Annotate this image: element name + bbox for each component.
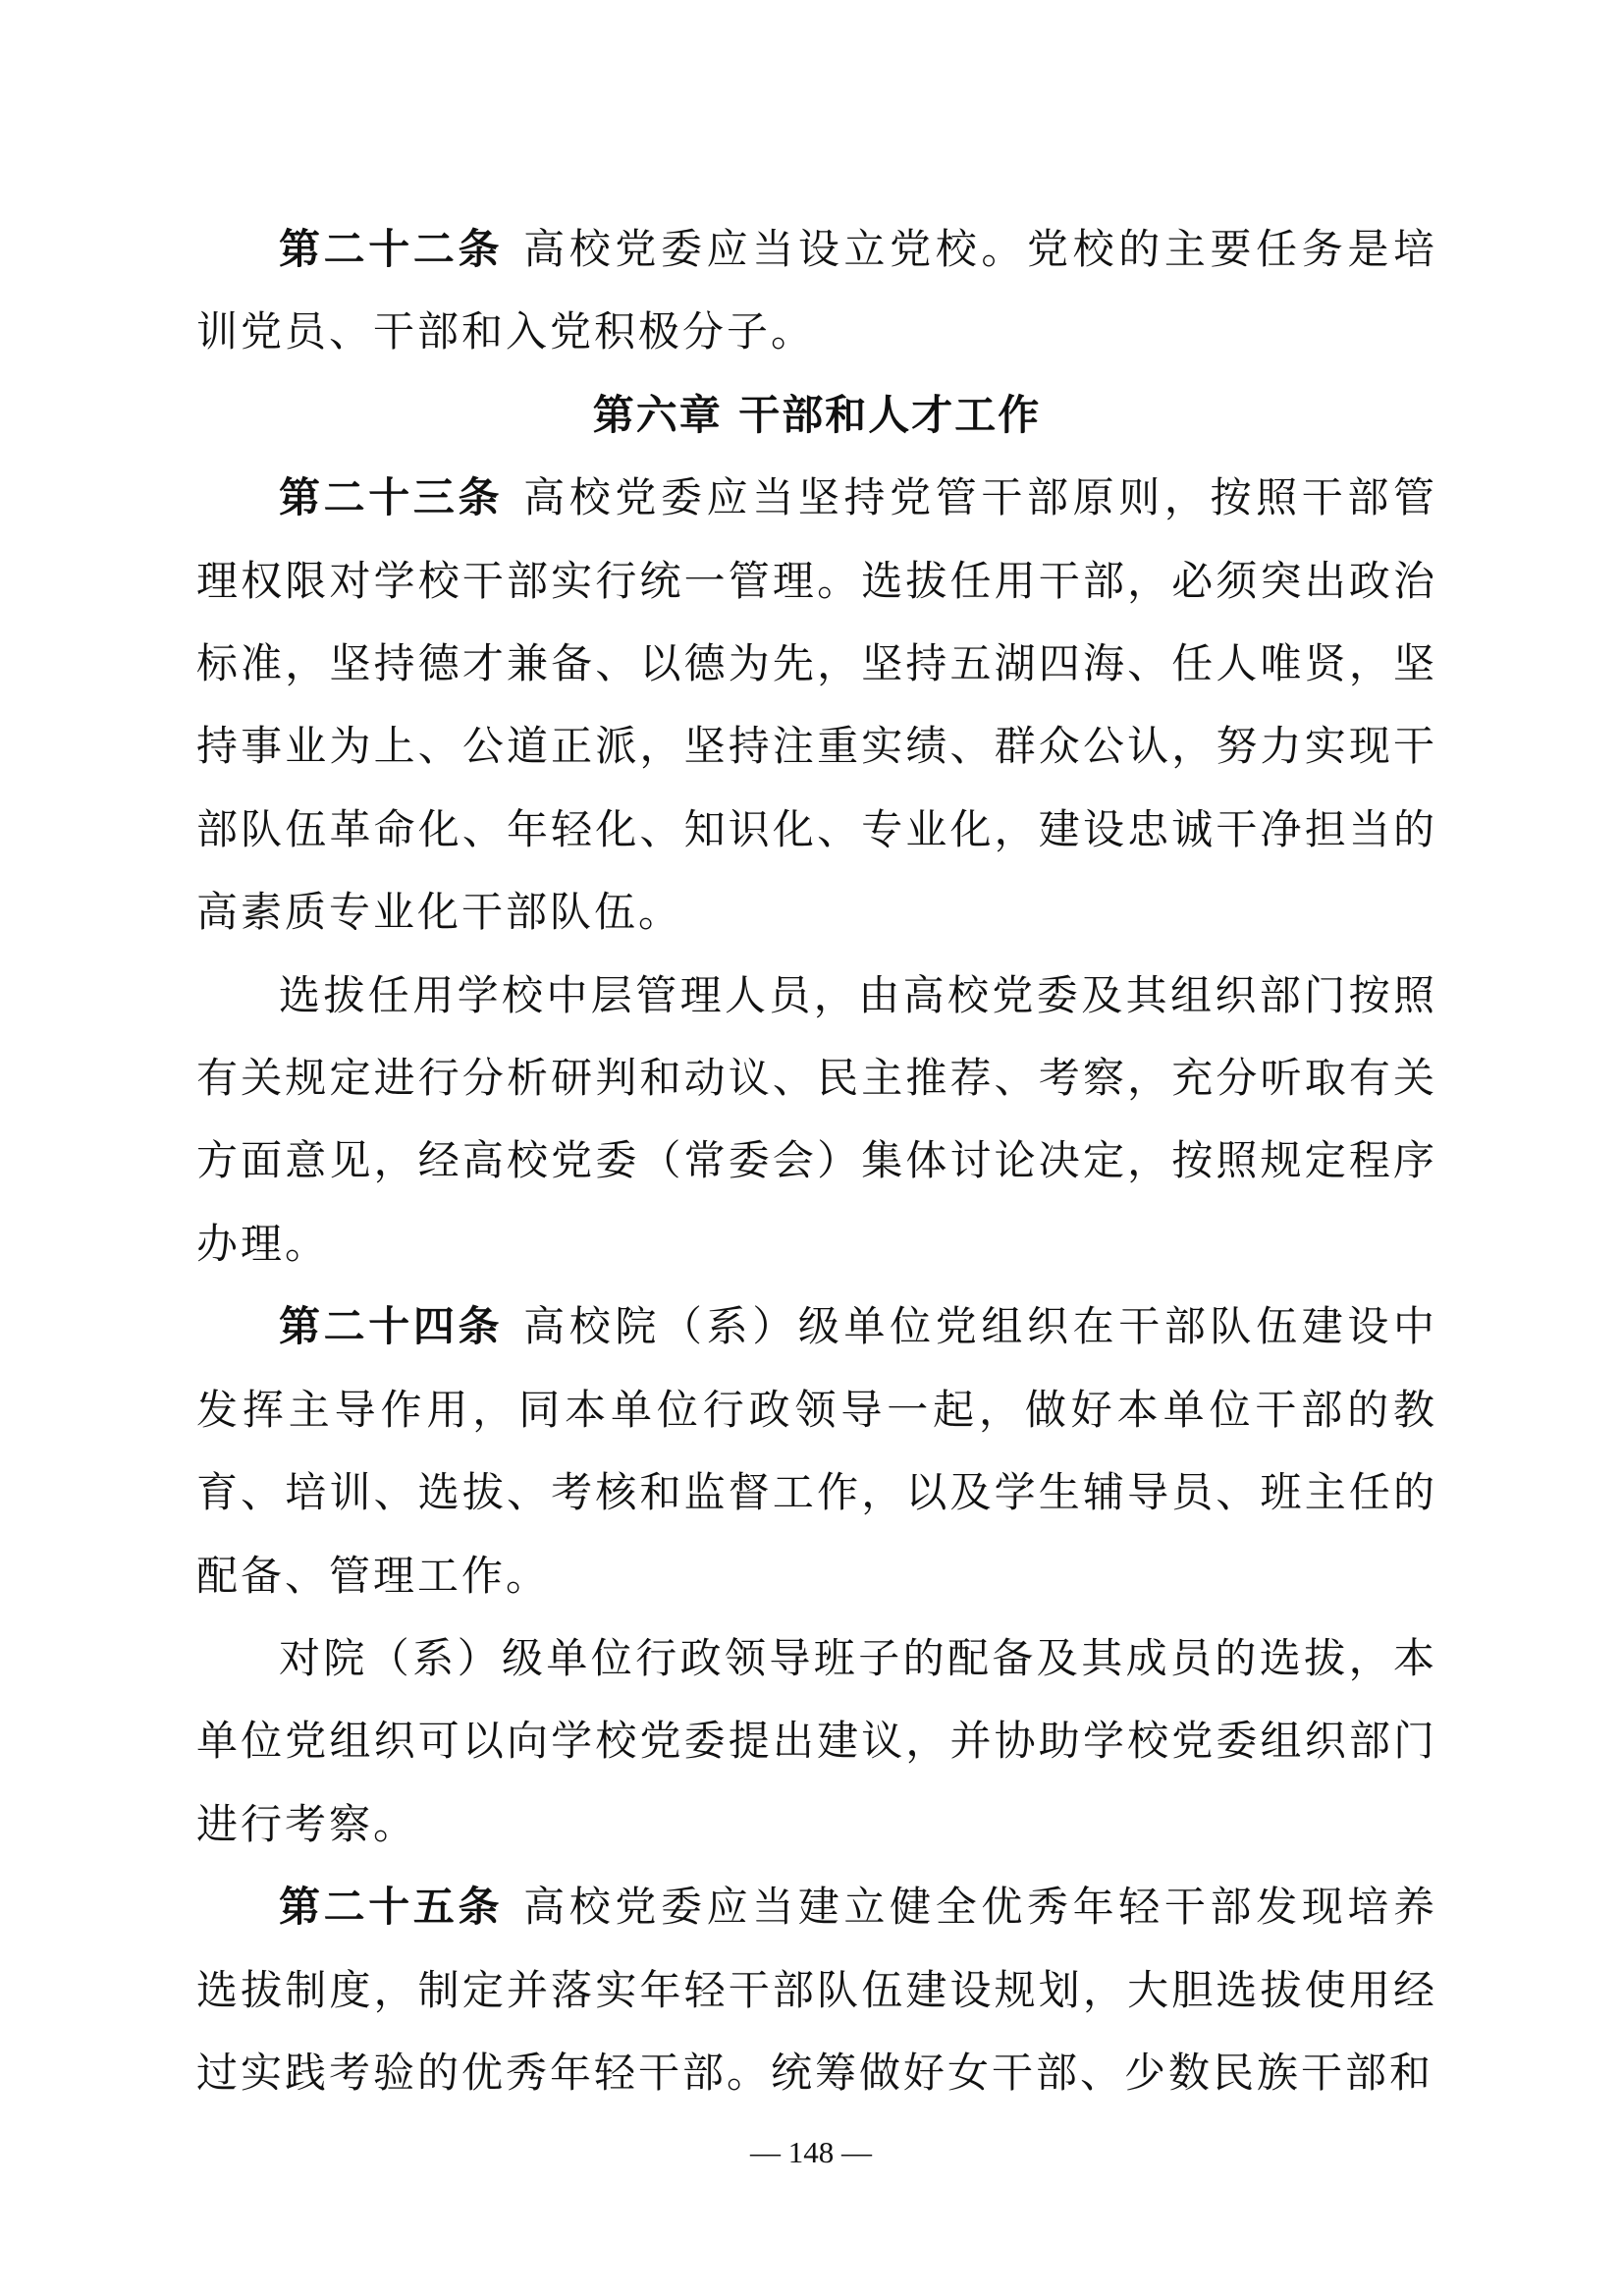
paragraph: 对院（系）级单位行政领导班子的配备及其成员的选拔，本单位党组织可以向学校党委提出建议，并协助学校党委组织部门进行考察。 (196, 1633, 1437, 1848)
article-number: 第二十四条 (279, 1302, 504, 1351)
paragraph: 选拔任用学校中层管理人员，由高校党委及其组织部门按照有关规定进行分析研判和动议、民主推荐、考察，充分听取有关方面意见，经高校党委（常委会）集体讨论决定，按照规定程序办理。 (196, 970, 1437, 1268)
article-23 (196, 457, 1437, 954)
article-24 (196, 1285, 1437, 1617)
article-text: 高校党委应当坚持党管干部原则，按照干部管理权限对学校干部实行统一管理。选拔任用干部，必须突出政治标准，坚持德才兼备、以德为先，坚持五湖四海、任人唯贤，坚持事业为上、公道正派，坚持注重实绩、群众公认，努力实现干部队伍革命化、年轻化、知识化、专业化，建设忠诚干净担当的高素质专业化干部队伍。 (196, 473, 1437, 937)
page-number: — 148 — (750, 2135, 872, 2169)
article-text: 高校党委应当建立健全优秀年轻干部发现培养选拔制度，制定并落实年轻干部队伍建设规划，大胆选拔使用经过实践考验的优秀年轻干部。统筹做好女干部、少数民族干部和 (196, 1883, 1437, 2097)
article-text: 高校院（系）级单位党组织在干部队伍建设中发挥主导作用，同本单位行政领导一起，做好本单位干部的教育、培训、选拔、考核和监督工作，以及学生辅导员、班主任的配备、管理工作。 (196, 1302, 1437, 1600)
article-number: 第二十三条 (279, 473, 504, 522)
article-text: 高校党委应当设立党校。党校的主要任务是培训党员、干部和入党积极分子。 (196, 225, 1437, 356)
document-body (196, 208, 1437, 2114)
chapter-heading: 第六章 干部和人才工作 (592, 390, 1042, 439)
article-number: 第二十五条 (279, 1883, 504, 1932)
article-22 (196, 208, 1437, 374)
article-number: 第二十二条 (279, 225, 504, 273)
article-25 (196, 1866, 1437, 2114)
